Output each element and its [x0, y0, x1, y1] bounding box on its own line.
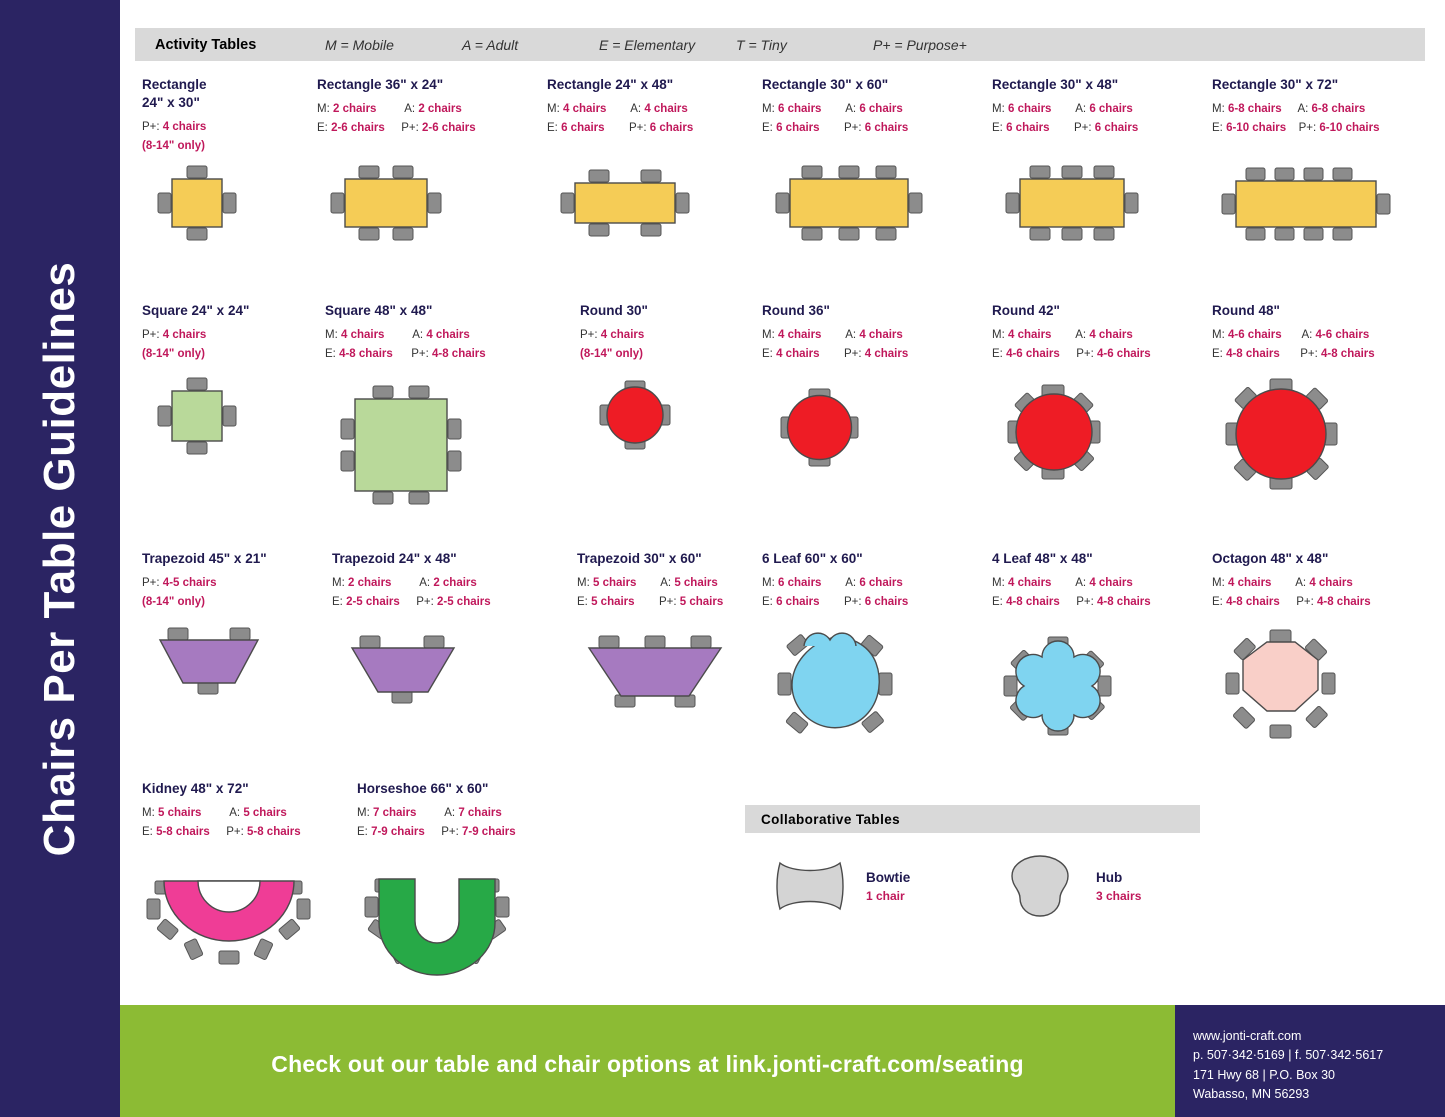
table-figure-round-36 — [762, 379, 962, 479]
spec-label: E: — [992, 595, 1003, 608]
table-figure-rectangle-24x30 — [142, 165, 337, 245]
table-card-rectangle-30x72 — [1212, 76, 1442, 245]
table-specs — [1212, 326, 1427, 363]
table-specs — [762, 326, 962, 363]
spec-value: 5-8 chairs — [156, 825, 210, 838]
table-name: Round 36" — [762, 303, 830, 318]
spec-label: P+: — [1073, 121, 1092, 134]
spec-label: P+: — [416, 595, 434, 608]
legend-item-purpose: P+ = Purpose+ — [873, 36, 967, 53]
table-figure-trapezoid-24x48 — [332, 633, 542, 713]
table-figure-round-48 — [1212, 373, 1427, 498]
spec-label: P+: — [628, 121, 647, 134]
spec-label: E: — [1212, 347, 1223, 360]
spec-value: 4 chairs — [644, 103, 688, 116]
spec-label: A: — [1297, 103, 1309, 116]
table-specs — [992, 574, 1197, 611]
spec-value: 6 chairs — [649, 121, 694, 134]
spec-value: 5-8 chairs — [246, 825, 301, 838]
table-name: Horseshoe 66" x 60" — [357, 781, 489, 796]
spec-value: 6 chairs — [859, 103, 903, 116]
spec-label: E: — [547, 121, 558, 134]
spec-label: M: — [332, 577, 345, 590]
spec-value: 6 chairs — [864, 121, 909, 134]
page-title: Chairs Per Table Guidelines — [35, 261, 84, 856]
table-name: Rectangle 30" x 72" — [1212, 77, 1339, 92]
spec-value: 4 chairs — [1007, 329, 1052, 342]
legend-item-elementary: E = Elementary — [599, 36, 696, 53]
spec-label: M: — [762, 329, 775, 342]
table-card-6leaf-60x60 — [762, 550, 967, 749]
spec-value: 2 chairs — [418, 103, 462, 116]
table-name: Rectangle 24" x 48" — [547, 77, 674, 92]
table-specs — [1212, 574, 1427, 611]
spec-value: 4-8 chairs — [1316, 595, 1371, 608]
spec-label: P+: — [401, 121, 419, 134]
footer-address-line1: 171 Hwy 68 | P.O. Box 30 — [1193, 1067, 1335, 1082]
spec-label: P+: — [843, 347, 862, 360]
spec-label: M: — [992, 103, 1005, 116]
spec-value: 6-10 chairs — [1319, 121, 1380, 134]
table-note: (8-14" only) — [580, 347, 643, 360]
table-card-trapezoid-24x48 — [332, 550, 542, 713]
spec-label: E: — [332, 595, 343, 608]
spec-value: 6 chairs — [777, 577, 822, 590]
spec-label: E: — [1212, 595, 1223, 608]
spec-value: 6 chairs — [859, 577, 903, 590]
collab-name: Bowtie — [866, 869, 911, 885]
spec-value: 6 chairs — [776, 121, 820, 134]
collaborative-header-label: Collaborative Tables — [761, 811, 901, 827]
table-figure-round-30 — [580, 373, 770, 463]
legend-item-tiny: T = Tiny — [736, 36, 787, 53]
spec-value: 2 chairs — [332, 103, 377, 116]
spec-value: 2-6 chairs — [421, 121, 476, 134]
content-area — [120, 0, 1445, 1117]
spec-value: 7 chairs — [372, 807, 417, 820]
spec-label: P+: — [1298, 121, 1317, 134]
spec-label: P+: — [142, 121, 160, 134]
spec-value: 2-5 chairs — [436, 595, 491, 608]
table-card-rectangle-24x48 — [547, 76, 762, 245]
spec-value: 4 chairs — [600, 329, 645, 342]
table-card-square-48x48 — [325, 302, 535, 495]
footer-cta-text: Check out our table and chair options at link.jonti-craft.com/seating — [271, 1051, 1024, 1077]
table-specs — [357, 804, 577, 841]
table-figure-round-42 — [992, 377, 1192, 489]
table-name: Kidney 48" x 72" — [142, 781, 249, 796]
collab-chairs: 1 chair — [866, 888, 905, 903]
spec-label: M: — [762, 103, 775, 116]
table-figure-octagon — [1212, 621, 1427, 746]
spec-value: 4-8 chairs — [1096, 595, 1151, 608]
spec-value: 4 chairs — [426, 329, 470, 342]
table-name: Trapezoid 30" x 60" — [577, 551, 702, 566]
table-card-kidney-48x72 — [142, 780, 352, 971]
tables-grid — [120, 0, 1445, 1117]
table-figure-horseshoe — [357, 861, 577, 981]
table-specs — [325, 326, 535, 363]
table-specs — [992, 100, 1212, 137]
spec-label: A: — [229, 807, 241, 820]
spec-label: M: — [357, 807, 370, 820]
table-specs — [547, 100, 762, 137]
bowtie-icon — [770, 855, 850, 917]
spec-value: 2 chairs — [433, 577, 477, 590]
table-figure-trapezoid-30x60 — [577, 633, 787, 723]
table-name: Round 42" — [992, 303, 1060, 318]
legend-item-mobile: M = Mobile — [325, 36, 394, 53]
table-figure-4leaf — [992, 625, 1197, 740]
spec-label: P+: — [580, 329, 598, 342]
table-name: Square 24" x 24" — [142, 303, 250, 318]
spec-value: 6 chairs — [1094, 121, 1139, 134]
table-card-rectangle-24x30 — [142, 76, 337, 245]
table-name: Octagon 48" x 48" — [1212, 551, 1329, 566]
table-card-round-48 — [1212, 302, 1427, 498]
spec-label: P+: — [1296, 595, 1314, 608]
spec-label: M: — [992, 329, 1005, 342]
spec-label: M: — [1212, 103, 1225, 116]
spec-label: P+: — [843, 121, 862, 134]
spec-label: M: — [992, 577, 1005, 590]
spec-value: 4 chairs — [1309, 577, 1353, 590]
spec-value: 4 chairs — [777, 329, 822, 342]
spec-value: 4 chairs — [776, 347, 820, 360]
table-specs — [317, 100, 527, 137]
spec-value: 4 chairs — [1089, 577, 1133, 590]
spec-value: 5 chairs — [674, 577, 718, 590]
footer-website[interactable]: www.jonti-craft.com — [1193, 1029, 1302, 1043]
table-figure-rectangle-24x48 — [547, 165, 762, 245]
table-specs — [142, 326, 337, 363]
footer-phone: p. 507·342·5169 | f. 507·342·5617 — [1193, 1048, 1384, 1063]
spec-label: P+: — [226, 825, 244, 838]
spec-value: 4-6 chairs — [1006, 347, 1060, 360]
spec-label: M: — [1212, 329, 1225, 342]
table-name: Rectangle 24" x 30" — [142, 77, 207, 111]
table-specs — [1212, 100, 1442, 137]
table-specs — [762, 100, 987, 137]
spec-label: A: — [1075, 577, 1087, 590]
spec-value: 6 chairs — [561, 121, 605, 134]
spec-label: P+: — [142, 577, 160, 590]
sidebar — [0, 0, 120, 1117]
spec-value: 6 chairs — [864, 595, 909, 608]
spec-label: E: — [577, 595, 588, 608]
spec-value: 6 chairs — [1006, 121, 1050, 134]
table-card-horseshoe-66x60 — [357, 780, 577, 981]
spec-label: A: — [845, 103, 857, 116]
spec-value: 4-5 chairs — [162, 577, 217, 590]
spec-label: E: — [325, 347, 336, 360]
spec-label: P+: — [843, 595, 862, 608]
spec-label: M: — [577, 577, 590, 590]
spec-value: 4 chairs — [1089, 329, 1133, 342]
spec-label: P+: — [1076, 347, 1094, 360]
table-name: Rectangle 36" x 24" — [317, 77, 444, 92]
table-card-round-30 — [580, 302, 770, 463]
spec-label: A: — [660, 577, 672, 590]
spec-value: 6 chairs — [776, 595, 820, 608]
table-name: Trapezoid 24" x 48" — [332, 551, 457, 566]
table-specs — [142, 804, 352, 841]
spec-label: A: — [630, 103, 642, 116]
spec-label: A: — [412, 329, 424, 342]
spec-value: 4-6 chairs — [1227, 329, 1282, 342]
table-card-rectangle-30x48 — [992, 76, 1212, 245]
table-specs — [142, 118, 337, 155]
spec-label: M: — [762, 577, 775, 590]
spec-label: P+: — [658, 595, 677, 608]
table-card-round-36 — [762, 302, 962, 479]
table-figure-rectangle-30x72 — [1212, 165, 1442, 245]
spec-value: 4-6 chairs — [1315, 329, 1370, 342]
spec-label: P+: — [142, 329, 160, 342]
spec-value: 6 chairs — [777, 103, 822, 116]
table-figure-rectangle-36x24 — [317, 165, 527, 245]
spec-value: 5 chairs — [679, 595, 724, 608]
spec-label: A: — [845, 577, 857, 590]
table-note: (8-14" only) — [142, 595, 205, 608]
spec-value: 4-8 chairs — [1226, 347, 1280, 360]
spec-label: A: — [1075, 103, 1087, 116]
spec-label: E: — [317, 121, 328, 134]
table-card-rectangle-36x24 — [317, 76, 527, 245]
spec-value: 6-8 chairs — [1311, 103, 1366, 116]
hub-icon — [1000, 850, 1080, 922]
table-card-rectangle-30x60 — [762, 76, 987, 245]
table-name: Round 30" — [580, 303, 648, 318]
spec-value: 4 chairs — [162, 329, 207, 342]
table-specs — [332, 574, 542, 611]
spec-value: 5 chairs — [157, 807, 202, 820]
spec-label: A: — [1295, 577, 1307, 590]
spec-value: 4-8 chairs — [1226, 595, 1280, 608]
spec-label: P+: — [411, 347, 429, 360]
table-name: Rectangle 30" x 48" — [992, 77, 1119, 92]
spec-label: M: — [325, 329, 338, 342]
spec-value: 4 chairs — [859, 329, 903, 342]
spec-value: 4-8 chairs — [1006, 595, 1060, 608]
table-name: Square 48" x 48" — [325, 303, 433, 318]
table-specs — [142, 574, 342, 611]
spec-value: 5 chairs — [243, 807, 287, 820]
spec-label: E: — [357, 825, 368, 838]
spec-label: M: — [547, 103, 560, 116]
collab-chairs: 3 chairs — [1096, 888, 1142, 903]
footer-contact-block — [1175, 1005, 1445, 1117]
table-card-trapezoid-30x60 — [577, 550, 787, 723]
footer-cta-banner — [120, 1005, 1175, 1117]
table-specs — [762, 574, 967, 611]
legend-item-adult: A = Adult — [462, 36, 519, 53]
spec-value: 4 chairs — [562, 103, 607, 116]
spec-value: 5 chairs — [592, 577, 637, 590]
spec-value: 4 chairs — [1227, 577, 1272, 590]
spec-label: P+: — [1076, 595, 1094, 608]
table-name: 4 Leaf 48" x 48" — [992, 551, 1093, 566]
spec-label: A: — [444, 807, 456, 820]
table-card-4leaf-48x48 — [992, 550, 1197, 740]
table-name: 6 Leaf 60" x 60" — [762, 551, 863, 566]
collab-item-hub — [1000, 850, 1141, 922]
spec-label: A: — [419, 577, 431, 590]
spec-value: 7-9 chairs — [371, 825, 425, 838]
table-card-trapezoid-45x21 — [142, 550, 342, 705]
table-figure-trapezoid-45x21 — [142, 625, 342, 705]
spec-value: 6 chairs — [1007, 103, 1052, 116]
spec-value: 7-9 chairs — [461, 825, 516, 838]
table-figure-rectangle-30x48 — [992, 165, 1212, 245]
spec-value: 6-8 chairs — [1227, 103, 1282, 116]
table-name: Rectangle 30" x 60" — [762, 77, 889, 92]
spec-label: E: — [762, 347, 773, 360]
table-specs — [577, 574, 787, 611]
spec-label: E: — [762, 595, 773, 608]
legend-title: Activity Tables — [155, 36, 257, 53]
footer-address-line2: Wabasso, MN 56293 — [1193, 1087, 1310, 1102]
spec-label: E: — [992, 347, 1003, 360]
spec-label: E: — [992, 121, 1003, 134]
spec-value: 6 chairs — [1089, 103, 1133, 116]
spec-value: 4 chairs — [162, 121, 207, 134]
table-note: (8-14" only) — [142, 139, 205, 152]
table-card-round-42 — [992, 302, 1192, 489]
spec-label: E: — [142, 825, 153, 838]
spec-label: A: — [1075, 329, 1087, 342]
table-name: Trapezoid 45" x 21" — [142, 551, 267, 566]
table-figure-6leaf — [762, 619, 967, 749]
table-figure-square-24x24 — [142, 373, 337, 463]
spec-value: 2 chairs — [347, 577, 392, 590]
spec-label: M: — [1212, 577, 1225, 590]
spec-value: 4-8 chairs — [431, 347, 486, 360]
spec-value: 4-6 chairs — [1096, 347, 1151, 360]
spec-label: A: — [404, 103, 416, 116]
spec-label: P+: — [441, 825, 459, 838]
table-figure-square-48x48 — [325, 385, 535, 495]
table-name: Round 48" — [1212, 303, 1280, 318]
spec-label: M: — [142, 807, 155, 820]
spec-value: 4-8 chairs — [1320, 347, 1375, 360]
spec-label: E: — [1212, 121, 1223, 134]
spec-label: M: — [317, 103, 330, 116]
spec-value: 2-6 chairs — [331, 121, 385, 134]
table-figure-kidney — [142, 861, 352, 971]
spec-label: A: — [845, 329, 857, 342]
table-note: (8-14" only) — [142, 347, 205, 360]
spec-value: 2-5 chairs — [346, 595, 400, 608]
table-card-octagon-48x48 — [1212, 550, 1427, 746]
spec-value: 4 chairs — [340, 329, 385, 342]
spec-value: 7 chairs — [458, 807, 502, 820]
spec-label: A: — [1301, 329, 1313, 342]
collab-item-bowtie — [770, 855, 910, 917]
collaborative-header-bar — [745, 805, 1200, 833]
table-card-square-24x24 — [142, 302, 337, 463]
table-specs — [992, 326, 1192, 363]
spec-label: P+: — [1300, 347, 1318, 360]
collab-name: Hub — [1096, 869, 1123, 885]
spec-value: 5 chairs — [591, 595, 635, 608]
spec-value: 4 chairs — [1007, 577, 1052, 590]
spec-value: 4-8 chairs — [339, 347, 393, 360]
spec-value: 6-10 chairs — [1226, 121, 1287, 134]
table-specs — [580, 326, 770, 363]
spec-value: 4 chairs — [864, 347, 909, 360]
spec-label: E: — [762, 121, 773, 134]
table-figure-rectangle-30x60 — [762, 165, 987, 245]
